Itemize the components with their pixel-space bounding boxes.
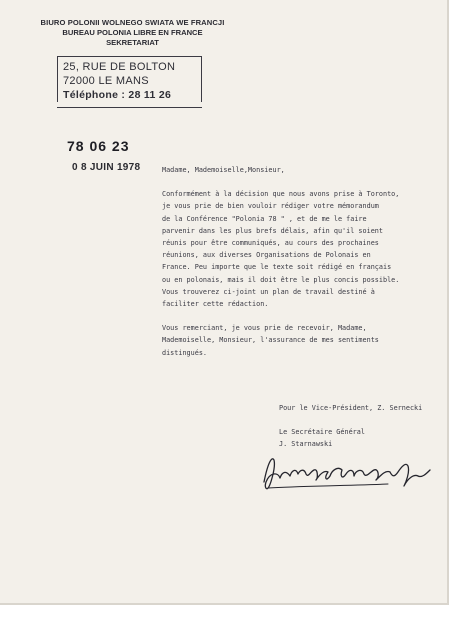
letter-line: Vous remerciant, je vous prie de recevoir, Madame, bbox=[162, 324, 367, 333]
letter-line: Vous trouverez ci-joint un plan de travail destiné à bbox=[162, 287, 375, 296]
letter-line: je vous prie de bien vouloir rédiger votre mémorandum bbox=[162, 202, 379, 211]
letter-line: réunions, aux diverses Organisations de Polonais en bbox=[162, 251, 371, 260]
letter-line: de la Conférence "Polonia 78 " , et de me le faire bbox=[162, 214, 367, 223]
letter-line: France. Peu importe que le texte soit rédigé en français bbox=[162, 263, 392, 272]
stamp-city: 72000 LE MANS bbox=[63, 75, 149, 87]
letter-line: faciliter cette rédaction. bbox=[162, 300, 269, 309]
closing-title: Le Secrétaire Général bbox=[279, 428, 365, 437]
letter-line: ou en polonais, mais il doit être le plus concis possible. bbox=[162, 275, 400, 284]
letter-line: distingués. bbox=[162, 348, 208, 357]
address-stamp bbox=[57, 56, 202, 108]
letter-line: Conformément à la décision que nous avons prise à Toronto, bbox=[162, 190, 400, 199]
reference-number: 78 06 23 bbox=[67, 138, 130, 154]
letterhead bbox=[25, 18, 240, 47]
closing-block bbox=[279, 402, 449, 451]
closing-name: J. Starnawski bbox=[279, 440, 333, 449]
stamp-phone: Téléphone : 28 11 26 bbox=[63, 89, 172, 101]
paragraph-2 bbox=[162, 322, 447, 359]
salutation: Madame, Mademoiselle,Monsieur, bbox=[162, 166, 285, 174]
letter-line: Mademoiselle, Monsieur, l'assurance de mes sentiments bbox=[162, 336, 379, 345]
stamp-street: 25, RUE DE BOLTON bbox=[63, 61, 176, 73]
received-date-stamp: 0 8 JUIN 1978 bbox=[72, 162, 141, 173]
letterhead-department: SEKRETARIAT bbox=[106, 38, 159, 47]
letter-line: réunis pour être communiqués, au cours des prochaines bbox=[162, 239, 379, 248]
closing-for-line: Pour le Vice-Président, Z. Sernecki bbox=[279, 404, 423, 412]
letter-line: parvenir dans les plus brefs délais, afin qu'il soient bbox=[162, 226, 383, 235]
handwritten-signature bbox=[258, 448, 438, 492]
letterhead-org-french: BUREAU POLONIA LIBRE EN FRANCE bbox=[62, 28, 203, 37]
paragraph-1 bbox=[162, 188, 447, 310]
letter-body bbox=[162, 164, 447, 359]
letterhead-org-polish: BIURO POLONII WOLNEGO SWIATA WE FRANCJI bbox=[40, 18, 225, 27]
